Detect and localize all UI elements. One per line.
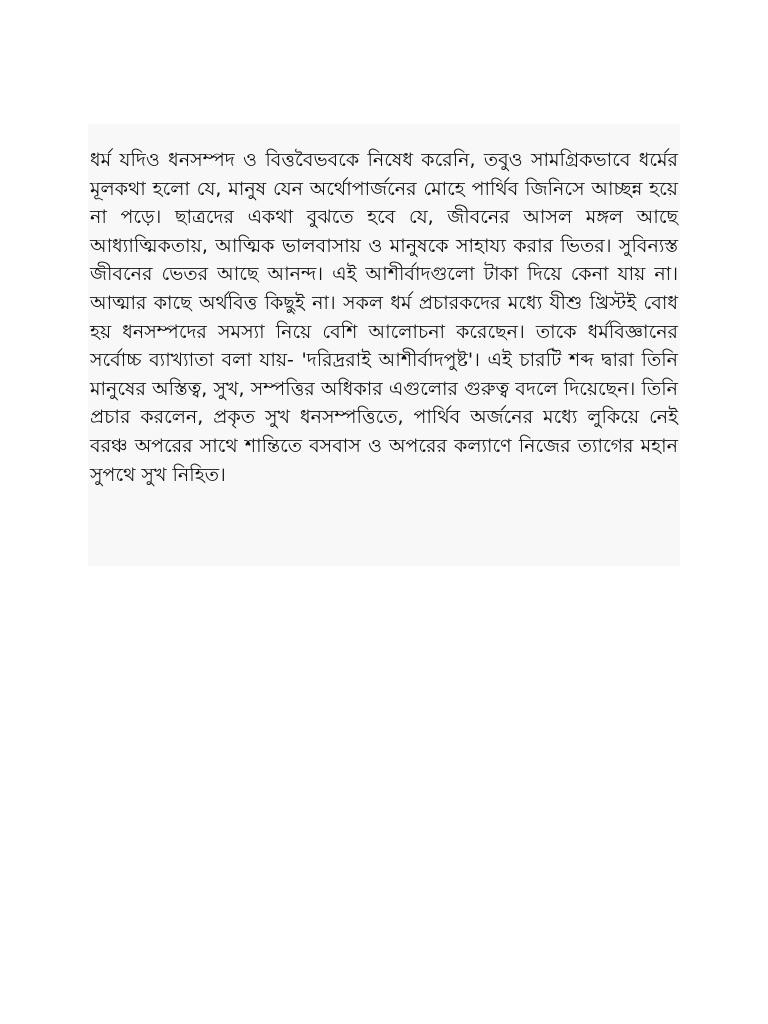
- body-paragraph: ধর্ম যদিও ধনসম্পদ ও বিত্তবৈভবকে নিষেধ করেনি, তবুও সামগ্রিকভাবে ধর্মের মূলকথা হলো যে, মানুষ যেন অর্থোপার্জনের মোহে পার্থিব জিনিসে আচ্ছন্ন হয়ে না পড়ে। ছাত্রদের একথা বুঝতে হবে যে, জীবনের আসল মঙ্গল আছে আধ্যাত্মিকতায়, আত্মিক ভালবাসায় ও মানুষকে সাহায্য করার ভিতর। সুবিন্যস্ত জীবনের ভেতর আছে আনন্দ। এই আশীর্বাদগুলো টাকা দিয়ে কেনা যায় না। আত্মার কাছে অর্থবিত্ত কিছুই না। সকল ধর্ম প্রচারকদের মধ্যে যীশু খ্রিস্টই বোধ হয় ধনসম্পদের সমস্যা নিয়ে বেশি আলোচনা করেছেন। তাকে ধর্মবিজ্ঞানের সর্বোচ্চ ব্যাখ্যাতা বলা যায়- 'দরিদ্ররাই আশীর্বাদপুষ্ট'। এই চারটি শব্দ দ্বারা তিনি মানুষের অস্তিত্ব, সুখ, সম্পত্তির অধিকার এগুলোর গুরুত্ব বদলে দিয়েছেন। তিনি প্রচার করলেন, প্রকৃত সুখ ধনসম্পত্তিতে, পার্থিব অর্জনের মধ্যে লুকিয়ে নেই বরঞ্চ অপরের সাথে শান্তিতে বসবাস ও অপরের কল্যাণে নিজের ত্যাগের মহান সুপথে সুখ নিহিত।: [90, 149, 678, 486]
- text-block: [88, 124, 680, 566]
